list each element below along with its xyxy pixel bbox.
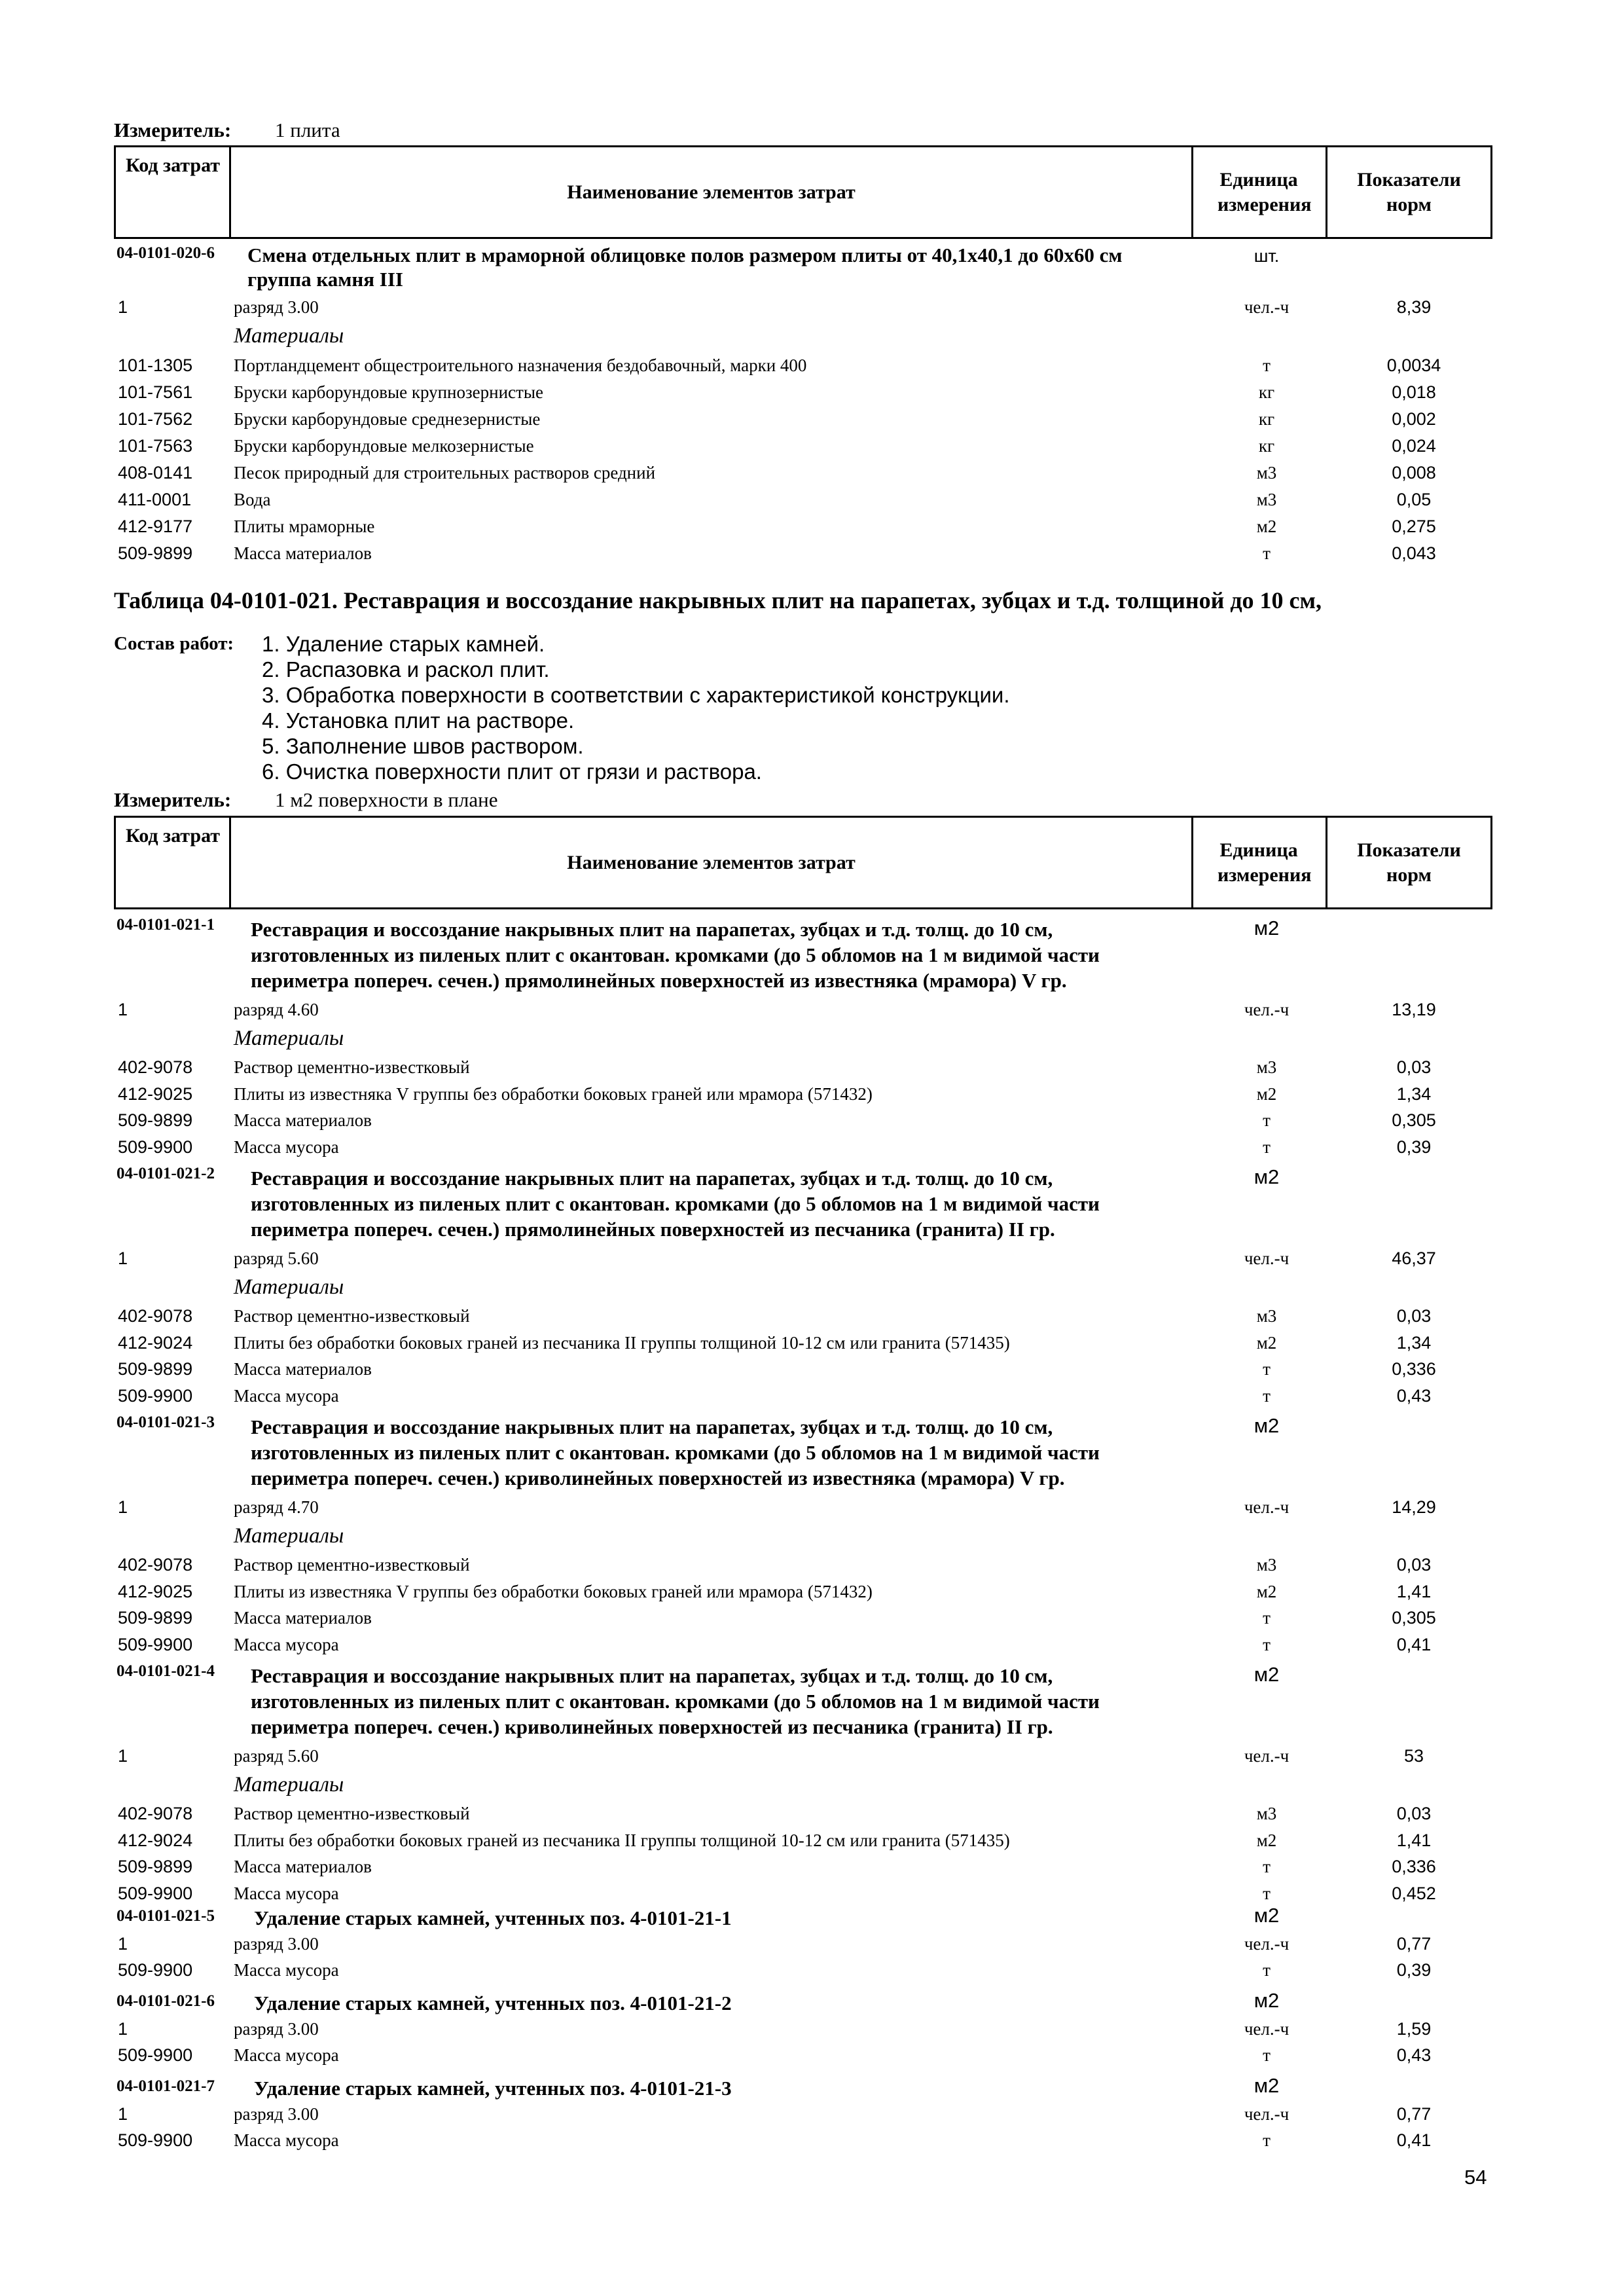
work-step: 3. Обработка поверхности в соответствии с характеристикой конструкции. <box>262 683 1010 707</box>
labor-row-value: 13,19 <box>1392 1000 1436 1019</box>
material-row-name: Плиты из известняка V группы без обработки боковых граней или мрамора (571432) <box>234 1582 873 1601</box>
labor-row-name: разряд 4.60 <box>234 1000 319 1019</box>
material-row-unit: м3 <box>1256 1057 1277 1077</box>
item-code: 04-0101-021-4 <box>117 1662 215 1680</box>
material-row-unit: т <box>1263 355 1271 375</box>
labor-row-value: 14,29 <box>1392 1497 1436 1517</box>
item-title: периметра попереч. сечен.) прямолинейных поверхностей из известняка (мрамора) V гр. <box>251 969 1067 992</box>
item-title: периметра попереч. сечен.) прямолинейных поверхностей из песчаника (гранита) II гр. <box>251 1218 1055 1241</box>
item-title: изготовленных из пиленых плит с окантован. кромками (до 5 обломов на 1 м видимой части <box>251 1441 1100 1464</box>
material-row-value: 0,008 <box>1392 463 1436 483</box>
material-row-value: 0,024 <box>1392 436 1436 456</box>
material-row-name: Бруски карборундовые крупнозернистые <box>234 382 543 402</box>
item-unit: м2 <box>1254 917 1280 939</box>
item-title: Реставрация и воссоздание накрывных плит на парапетах, зубцах и т.д. толщ. до 10 см, <box>251 1167 1053 1190</box>
material-row-value: 0,03 <box>1396 1555 1432 1575</box>
material-row-unit: м3 <box>1256 1306 1277 1326</box>
material-row-unit: м3 <box>1256 1804 1277 1823</box>
material-row-unit: кг <box>1258 436 1275 456</box>
labor-row-value: 46,37 <box>1392 1248 1436 1268</box>
header-unit: Единица измерения <box>1218 839 1312 886</box>
item-code: 04-0101-020-6 <box>117 244 215 262</box>
waste-row-name: Масса мусора <box>234 2130 339 2150</box>
material-row-code: 402-9078 <box>118 1306 193 1326</box>
labor-row-unit: чел.-ч <box>1244 1248 1290 1268</box>
material-row-value: 0,03 <box>1396 1804 1432 1823</box>
waste-row-code: 509-9900 <box>118 2045 193 2065</box>
labor-row-value: 1,59 <box>1396 2019 1432 2039</box>
labor-row-code: 1 <box>118 297 128 317</box>
materials-heading: Материалы <box>234 1773 344 1796</box>
labor-row-value: 53 <box>1403 1746 1424 1766</box>
material-row-unit: м2 <box>1256 1831 1277 1850</box>
waste-row-name: Масса мусора <box>234 2045 339 2065</box>
material-row-name: Раствор цементно-известковый <box>234 1804 470 1823</box>
item-unit: шт. <box>1254 246 1280 266</box>
work-step: 6. Очистка поверхности плит от грязи и раствора. <box>262 759 762 784</box>
waste-row-code: 509-9900 <box>118 1960 193 1980</box>
material-row-name: Масса материалов <box>234 1608 372 1628</box>
header-name: Наименование элементов затрат <box>567 181 856 203</box>
labor-row-unit: чел.-ч <box>1244 1746 1290 1766</box>
material-row-value: 1,34 <box>1396 1333 1432 1353</box>
material-row-code: 408-0141 <box>118 463 193 483</box>
labor-row-name: разряд 5.60 <box>234 1248 319 1268</box>
waste-row-unit: т <box>1263 2045 1271 2065</box>
labor-row-name: разряд 3.00 <box>234 2104 319 2124</box>
material-row-unit: т <box>1263 543 1271 563</box>
labor-row-code: 1 <box>118 1934 128 1954</box>
waste-row-value: 0,39 <box>1396 1960 1432 1980</box>
item-title: Реставрация и воссоздание накрывных плит на парапетах, зубцах и т.д. толщ. до 10 см, <box>251 918 1053 941</box>
materials-heading: Материалы <box>234 1027 344 1050</box>
material-row-code: 411-0001 <box>118 490 192 509</box>
material-row-unit: м2 <box>1256 1084 1277 1104</box>
item-unit: м2 <box>1254 1165 1280 1188</box>
work-step: 5. Заполнение швов раствором. <box>262 734 584 758</box>
labor-row-unit: чел.-ч <box>1244 1497 1290 1517</box>
work-step: 1. Удаление старых камней. <box>262 632 545 656</box>
work-step: 2. Распазовка и раскол плит. <box>262 657 550 682</box>
material-row-value: 1,41 <box>1396 1831 1432 1850</box>
material-row-name: Песок природный для строительных растворов средний <box>234 463 656 483</box>
work-composition-label: Состав работ: <box>114 633 234 654</box>
header-unit: Единица измерения <box>1218 168 1312 215</box>
header-norm: Показатели норм <box>1357 839 1461 886</box>
measure-label: Измеритель: <box>114 788 232 811</box>
labor-row-code: 1 <box>118 1000 128 1019</box>
material-row-name: Раствор цементно-известковый <box>234 1057 470 1077</box>
header-divider <box>1191 816 1193 909</box>
material-row-name: Масса материалов <box>234 1857 372 1876</box>
labor-row-code: 1 <box>118 2019 128 2039</box>
material-row-name: Плиты без обработки боковых граней из песчаника II группы толщиной 10-12 см или гранита (571435) <box>234 1831 1010 1850</box>
material-row-value: 0,43 <box>1396 1386 1432 1406</box>
material-row-unit: м3 <box>1256 463 1277 483</box>
material-row-value: 0,305 <box>1392 1110 1436 1130</box>
material-row-value: 0,05 <box>1396 490 1432 509</box>
material-row-code: 509-9899 <box>118 1857 193 1876</box>
waste-row-unit: т <box>1263 2130 1271 2150</box>
materials-heading: Материалы <box>234 1275 344 1299</box>
material-row-code: 412-9024 <box>118 1831 193 1850</box>
item-unit: м2 <box>1254 1414 1280 1437</box>
item-title: изготовленных из пиленых плит с окантован. кромками (до 5 обломов на 1 м видимой части <box>251 1192 1100 1215</box>
material-row-unit: т <box>1263 1110 1271 1130</box>
material-row-unit: кг <box>1258 382 1275 402</box>
material-row-code: 101-1305 <box>118 355 193 375</box>
measure-label: Измеритель: <box>114 118 232 141</box>
labor-row-name: разряд 3.00 <box>234 297 319 317</box>
material-row-name: Масса мусора <box>234 1137 339 1157</box>
waste-row-name: Масса мусора <box>234 1960 339 1980</box>
material-row-name: Масса мусора <box>234 1884 339 1903</box>
material-row-value: 0,452 <box>1392 1884 1436 1903</box>
labor-row-unit: чел.-ч <box>1244 297 1290 317</box>
material-row-unit: м3 <box>1256 1555 1277 1575</box>
item-unit: м2 <box>1254 1663 1280 1686</box>
material-row-code: 101-7562 <box>118 409 193 429</box>
item-code: 04-0101-021-7 <box>117 2077 215 2095</box>
header-divider <box>1191 145 1193 239</box>
material-row-value: 0,0034 <box>1386 355 1441 375</box>
labor-row-unit: чел.-ч <box>1244 2019 1290 2039</box>
material-row-name: Плиты без обработки боковых граней из песчаника II группы толщиной 10-12 см или гранита (571435) <box>234 1333 1010 1353</box>
item-code: 04-0101-021-3 <box>117 1413 215 1431</box>
material-row-code: 509-9899 <box>118 543 193 563</box>
measure-value: 1 плита <box>275 118 340 141</box>
material-row-unit: м3 <box>1256 490 1277 509</box>
labor-row-value: 0,77 <box>1396 2104 1432 2124</box>
item-unit: м2 <box>1254 2074 1280 2097</box>
material-row-unit: т <box>1263 1386 1271 1406</box>
material-row-code: 509-9900 <box>118 1884 193 1903</box>
item-title: Смена отдельных плит в мраморной облицовке полов размером плиты от 40,1x40,1 до 60x60 см <box>247 244 1123 266</box>
material-row-value: 1,41 <box>1396 1582 1432 1601</box>
item-code: 04-0101-021-1 <box>117 916 215 934</box>
materials-heading: Материалы <box>234 324 344 348</box>
material-row-code: 402-9078 <box>118 1555 193 1575</box>
material-row-name: Плиты из известняка V группы без обработки боковых граней или мрамора (571432) <box>234 1084 873 1104</box>
material-row-unit: т <box>1263 1635 1271 1654</box>
labor-row-code: 1 <box>118 1746 128 1766</box>
measure-value: 1 м2 поверхности в плане <box>275 788 498 811</box>
item-code: 04-0101-021-5 <box>117 1907 215 1925</box>
item-code: 04-0101-021-2 <box>117 1165 215 1182</box>
labor-row-code: 1 <box>118 1248 128 1268</box>
material-row-code: 412-9025 <box>118 1084 193 1104</box>
material-row-name: Вода <box>234 490 271 509</box>
item-title: группа камня III <box>247 268 403 291</box>
material-row-name: Масса материалов <box>234 543 372 563</box>
material-row-code: 509-9899 <box>118 1359 193 1379</box>
material-row-code: 402-9078 <box>118 1804 193 1823</box>
material-row-unit: м2 <box>1256 1333 1277 1353</box>
materials-heading: Материалы <box>234 1524 344 1548</box>
material-row-unit: кг <box>1258 409 1275 429</box>
material-row-code: 509-9900 <box>118 1635 193 1654</box>
material-row-code: 509-9899 <box>118 1110 193 1130</box>
material-row-code: 412-9177 <box>118 517 193 536</box>
material-row-code: 412-9025 <box>118 1582 193 1601</box>
labor-row-unit: чел.-ч <box>1244 2104 1290 2124</box>
item-title: изготовленных из пиленых плит с окантован. кромками (до 5 обломов на 1 м видимой части <box>251 1690 1100 1713</box>
material-row-code: 412-9024 <box>118 1333 193 1353</box>
item-title: Реставрация и воссоздание накрывных плит на парапетах, зубцах и т.д. толщ. до 10 см, <box>251 1664 1053 1687</box>
material-row-unit: т <box>1263 1608 1271 1628</box>
material-row-value: 0,002 <box>1392 409 1436 429</box>
item-title: изготовленных из пиленых плит с окантован. кромками (до 5 обломов на 1 м видимой части <box>251 943 1100 966</box>
item-title: периметра попереч. сечен.) криволинейных поверхностей из песчаника (гранита) II гр. <box>251 1715 1053 1738</box>
header-divider <box>1326 145 1327 239</box>
header-code: Код затрат <box>125 155 221 176</box>
material-row-name: Масса мусора <box>234 1635 339 1654</box>
material-row-code: 509-9900 <box>118 1137 193 1157</box>
waste-row-code: 509-9900 <box>118 2130 193 2150</box>
header-name: Наименование элементов затрат <box>567 851 856 873</box>
page-number: 54 <box>1464 2166 1487 2189</box>
material-row-name: Портландцемент общестроительного назначения бездобавочный, марки 400 <box>234 355 807 375</box>
item-code: 04-0101-021-6 <box>117 1992 215 2010</box>
labor-row-value: 0,77 <box>1396 1934 1432 1954</box>
item-title: периметра попереч. сечен.) криволинейных поверхностей из известняка (мрамора) V гр. <box>251 1467 1065 1489</box>
material-row-unit: м2 <box>1256 517 1277 536</box>
material-row-value: 0,275 <box>1392 517 1436 536</box>
labor-row-unit: чел.-ч <box>1244 1000 1290 1019</box>
material-row-name: Масса материалов <box>234 1110 372 1130</box>
material-row-name: Раствор цементно-известковый <box>234 1555 470 1575</box>
labor-row-name: разряд 3.00 <box>234 1934 319 1954</box>
material-row-unit: т <box>1263 1884 1271 1903</box>
item-unit: м2 <box>1254 1989 1280 2012</box>
material-row-code: 101-7563 <box>118 436 193 456</box>
material-row-value: 0,336 <box>1392 1857 1436 1876</box>
labor-row-unit: чел.-ч <box>1244 1934 1290 1954</box>
material-row-value: 0,043 <box>1392 543 1436 563</box>
material-row-unit: т <box>1263 1359 1271 1379</box>
material-row-name: Бруски карборундовые среднезернистые <box>234 409 541 429</box>
material-row-name: Плиты мраморные <box>234 517 375 536</box>
material-row-name: Масса мусора <box>234 1386 339 1406</box>
material-row-value: 0,03 <box>1396 1306 1432 1326</box>
labor-row-name: разряд 4.70 <box>234 1497 319 1517</box>
waste-row-value: 0,43 <box>1396 2045 1432 2065</box>
labor-row-code: 1 <box>118 1497 128 1517</box>
material-row-name: Масса материалов <box>234 1359 372 1379</box>
waste-row-unit: т <box>1263 1960 1271 1980</box>
item-title: Реставрация и воссоздание накрывных плит на парапетах, зубцах и т.д. толщ. до 10 см, <box>251 1415 1053 1438</box>
header-code: Код затрат <box>125 825 221 847</box>
material-row-code: 509-9900 <box>118 1386 193 1406</box>
work-step: 4. Установка плит на растворе. <box>262 708 575 733</box>
header-norm: Показатели норм <box>1357 168 1461 215</box>
material-row-name: Раствор цементно-известковый <box>234 1306 470 1326</box>
material-row-unit: м2 <box>1256 1582 1277 1601</box>
material-row-value: 0,39 <box>1396 1137 1432 1157</box>
labor-row-name: разряд 3.00 <box>234 2019 319 2039</box>
material-row-code: 509-9899 <box>118 1608 193 1628</box>
waste-row-value: 0,41 <box>1396 2130 1432 2150</box>
material-row-unit: т <box>1263 1137 1271 1157</box>
item-title: Удаление старых камней, учтенных поз. 4-0101-21-2 <box>254 1992 732 2014</box>
item-title: Удаление старых камней, учтенных поз. 4-0101-21-3 <box>254 2077 732 2100</box>
material-row-value: 0,305 <box>1392 1608 1436 1628</box>
material-row-value: 1,34 <box>1396 1084 1432 1104</box>
header-divider <box>1326 816 1327 909</box>
labor-row-value: 8,39 <box>1396 297 1432 317</box>
material-row-unit: т <box>1263 1857 1271 1876</box>
material-row-value: 0,018 <box>1392 382 1436 402</box>
labor-row-name: разряд 5.60 <box>234 1746 319 1766</box>
item-title: Удаление старых камней, учтенных поз. 4-0101-21-1 <box>254 1906 732 1929</box>
material-row-code: 402-9078 <box>118 1057 193 1077</box>
labor-row-code: 1 <box>118 2104 128 2124</box>
material-row-value: 0,03 <box>1396 1057 1432 1077</box>
item-unit: м2 <box>1254 1904 1280 1927</box>
table-title: Таблица 04-0101-021. Реставрация и воссоздание накрывных плит на парапетах, зубцах и т.д. толщиной до 10 см, <box>114 587 1322 613</box>
material-row-name: Бруски карборундовые мелкозернистые <box>234 436 534 456</box>
material-row-value: 0,41 <box>1396 1635 1432 1654</box>
material-row-value: 0,336 <box>1392 1359 1436 1379</box>
material-row-code: 101-7561 <box>118 382 193 402</box>
